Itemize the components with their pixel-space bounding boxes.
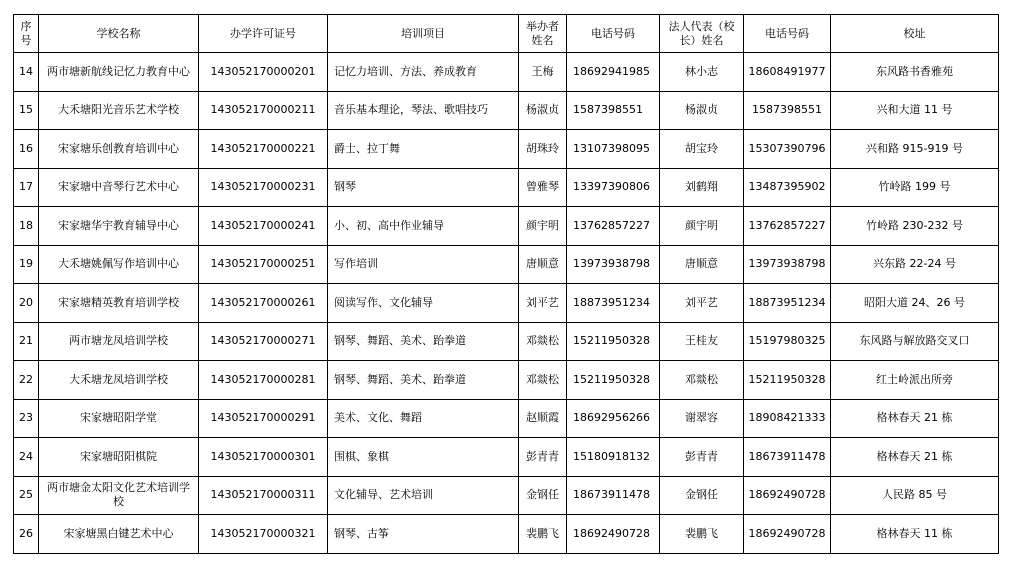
table-body — [14, 53, 999, 554]
table-row — [14, 245, 999, 284]
cell-license-number: 143052170000211 — [199, 91, 328, 130]
cell-legal-rep-phone: 18692490728 — [744, 476, 831, 515]
cell-index: 17 — [14, 168, 39, 207]
cell-organizer-name: 唐顺意 — [519, 245, 567, 284]
cell-legal-rep-phone: 18692490728 — [744, 515, 831, 554]
table-row — [14, 515, 999, 554]
cell-address: 格林春天 11 栋 — [831, 515, 999, 554]
cell-license-number: 143052170000251 — [199, 245, 328, 284]
cell-address: 兴东路 22-24 号 — [831, 245, 999, 284]
school-registry-table — [13, 14, 999, 554]
cell-legal-rep-name: 金钢任 — [660, 476, 744, 515]
cell-index: 22 — [14, 361, 39, 400]
cell-training-programs: 钢琴、古筝 — [328, 515, 519, 554]
cell-training-programs: 钢琴、舞蹈、美术、跆拳道 — [328, 361, 519, 400]
cell-organizer-name: 邓燚松 — [519, 322, 567, 361]
cell-legal-rep-name: 刘平艺 — [660, 284, 744, 323]
cell-school-name: 宋家塘乐创教育培训中心 — [39, 130, 199, 169]
cell-index: 26 — [14, 515, 39, 554]
header-row — [14, 15, 999, 53]
cell-address: 红土岭派出所旁 — [831, 361, 999, 400]
cell-training-programs: 记忆力培训、方法、养成教育 — [328, 53, 519, 92]
cell-legal-rep-phone: 15307390796 — [744, 130, 831, 169]
cell-organizer-phone: 18873951234 — [567, 284, 660, 323]
cell-address: 竹岭路 230-232 号 — [831, 207, 999, 246]
cell-training-programs: 文化辅导、艺术培训 — [328, 476, 519, 515]
cell-organizer-phone: 18692956266 — [567, 399, 660, 438]
cell-training-programs: 钢琴、舞蹈、美术、跆拳道 — [328, 322, 519, 361]
cell-index: 18 — [14, 207, 39, 246]
cell-organizer-name: 刘平艺 — [519, 284, 567, 323]
cell-address: 兴和大道 11 号 — [831, 91, 999, 130]
cell-address: 格林春天 21 栋 — [831, 438, 999, 477]
cell-legal-rep-phone: 15197980325 — [744, 322, 831, 361]
cell-legal-rep-name: 彭青青 — [660, 438, 744, 477]
cell-index: 20 — [14, 284, 39, 323]
cell-training-programs: 围棋、象棋 — [328, 438, 519, 477]
table-row — [14, 361, 999, 400]
cell-organizer-phone: 13762857227 — [567, 207, 660, 246]
table-row — [14, 399, 999, 438]
cell-address: 人民路 85 号 — [831, 476, 999, 515]
cell-address: 东风路与解放路交叉口 — [831, 322, 999, 361]
cell-legal-rep-name: 王桂友 — [660, 322, 744, 361]
cell-training-programs: 钢琴 — [328, 168, 519, 207]
cell-legal-rep-name: 唐顺意 — [660, 245, 744, 284]
cell-license-number: 143052170000231 — [199, 168, 328, 207]
cell-school-name: 大禾塘龙凤培训学校 — [39, 361, 199, 400]
cell-legal-rep-phone: 13762857227 — [744, 207, 831, 246]
cell-license-number: 143052170000311 — [199, 476, 328, 515]
cell-organizer-name: 邓燚松 — [519, 361, 567, 400]
cell-training-programs: 美术、文化、舞蹈 — [328, 399, 519, 438]
cell-legal-rep-phone: 18673911478 — [744, 438, 831, 477]
cell-index: 15 — [14, 91, 39, 130]
header-license-number: 办学许可证号 — [199, 15, 328, 53]
cell-organizer-phone: 18692941985 — [567, 53, 660, 92]
cell-training-programs: 爵士、拉丁舞 — [328, 130, 519, 169]
table-row — [14, 168, 999, 207]
table-row — [14, 322, 999, 361]
cell-school-name: 两市塘新航线记忆力教育中心 — [39, 53, 199, 92]
header-legal-rep-name: 法人代表（校长）姓名 — [660, 15, 744, 53]
table-row — [14, 207, 999, 246]
cell-legal-rep-name: 刘鹤翔 — [660, 168, 744, 207]
cell-legal-rep-name: 谢翠容 — [660, 399, 744, 438]
cell-address: 兴和路 915-919 号 — [831, 130, 999, 169]
table-row — [14, 53, 999, 92]
cell-school-name: 两市塘金太阳文化艺术培训学校 — [39, 476, 199, 515]
cell-organizer-phone: 18673911478 — [567, 476, 660, 515]
cell-legal-rep-phone: 18608491977 — [744, 53, 831, 92]
cell-license-number: 143052170000291 — [199, 399, 328, 438]
cell-training-programs: 音乐基本理论，琴法、歌唱技巧 — [328, 91, 519, 130]
cell-school-name: 宋家塘昭阳棋院 — [39, 438, 199, 477]
cell-organizer-name: 曾雅琴 — [519, 168, 567, 207]
cell-license-number: 143052170000261 — [199, 284, 328, 323]
cell-legal-rep-name: 邓燚松 — [660, 361, 744, 400]
cell-index: 14 — [14, 53, 39, 92]
cell-legal-rep-phone: 18908421333 — [744, 399, 831, 438]
cell-organizer-phone: 1587398551 — [567, 91, 660, 130]
cell-license-number: 143052170000241 — [199, 207, 328, 246]
cell-license-number: 143052170000201 — [199, 53, 328, 92]
cell-license-number: 143052170000281 — [199, 361, 328, 400]
cell-address: 竹岭路 199 号 — [831, 168, 999, 207]
cell-address: 昭阳大道 24、26 号 — [831, 284, 999, 323]
header-school-name: 学校名称 — [39, 15, 199, 53]
school-registry-table-wrapper — [13, 14, 999, 554]
cell-organizer-phone: 15180918132 — [567, 438, 660, 477]
cell-legal-rep-name: 杨淑贞 — [660, 91, 744, 130]
table-row — [14, 284, 999, 323]
cell-organizer-name: 金钢任 — [519, 476, 567, 515]
cell-legal-rep-phone: 13487395902 — [744, 168, 831, 207]
cell-organizer-phone: 13973938798 — [567, 245, 660, 284]
cell-license-number: 143052170000321 — [199, 515, 328, 554]
header-address: 校址 — [831, 15, 999, 53]
cell-legal-rep-phone: 18873951234 — [744, 284, 831, 323]
cell-school-name: 宋家塘中音琴行艺术中心 — [39, 168, 199, 207]
cell-index: 24 — [14, 438, 39, 477]
table-row — [14, 130, 999, 169]
cell-index: 21 — [14, 322, 39, 361]
table-row — [14, 476, 999, 515]
header-training-programs: 培训项目 — [328, 15, 519, 53]
cell-index: 25 — [14, 476, 39, 515]
cell-organizer-phone: 13107398095 — [567, 130, 660, 169]
cell-address: 东风路书香雅苑 — [831, 53, 999, 92]
cell-license-number: 143052170000301 — [199, 438, 328, 477]
cell-training-programs: 小、初、高中作业辅导 — [328, 207, 519, 246]
cell-school-name: 大禾塘阳光音乐艺术学校 — [39, 91, 199, 130]
cell-organizer-phone: 15211950328 — [567, 322, 660, 361]
cell-school-name: 宋家塘黑白键艺术中心 — [39, 515, 199, 554]
cell-organizer-name: 彭青青 — [519, 438, 567, 477]
cell-school-name: 宋家塘华宇教育辅导中心 — [39, 207, 199, 246]
cell-school-name: 两市塘龙凤培训学校 — [39, 322, 199, 361]
cell-address: 格林春天 21 栋 — [831, 399, 999, 438]
cell-school-name: 大禾塘姚佩写作培训中心 — [39, 245, 199, 284]
cell-school-name: 宋家塘昭阳学堂 — [39, 399, 199, 438]
cell-legal-rep-name: 颜宇明 — [660, 207, 744, 246]
cell-legal-rep-name: 裴鹏飞 — [660, 515, 744, 554]
cell-organizer-name: 颜宇明 — [519, 207, 567, 246]
cell-index: 19 — [14, 245, 39, 284]
cell-index: 23 — [14, 399, 39, 438]
cell-legal-rep-phone: 15211950328 — [744, 361, 831, 400]
cell-organizer-phone: 18692490728 — [567, 515, 660, 554]
cell-organizer-name: 胡珠玲 — [519, 130, 567, 169]
cell-legal-rep-name: 胡宝玲 — [660, 130, 744, 169]
cell-index: 16 — [14, 130, 39, 169]
table-row — [14, 438, 999, 477]
cell-training-programs: 写作培训 — [328, 245, 519, 284]
header-legal-rep-phone: 电话号码 — [744, 15, 831, 53]
cell-school-name: 宋家塘精英教育培训学校 — [39, 284, 199, 323]
cell-legal-rep-phone: 13973938798 — [744, 245, 831, 284]
cell-organizer-name: 裴鹏飞 — [519, 515, 567, 554]
cell-organizer-name: 杨淑贞 — [519, 91, 567, 130]
cell-training-programs: 阅读写作、文化辅导 — [328, 284, 519, 323]
cell-legal-rep-phone: 1587398551 — [744, 91, 831, 130]
header-index: 序号 — [14, 15, 39, 53]
header-organizer-name: 举办者姓名 — [519, 15, 567, 53]
table-row — [14, 91, 999, 130]
cell-license-number: 143052170000271 — [199, 322, 328, 361]
cell-organizer-name: 赵顺霞 — [519, 399, 567, 438]
cell-organizer-phone: 15211950328 — [567, 361, 660, 400]
cell-organizer-phone: 13397390806 — [567, 168, 660, 207]
cell-legal-rep-name: 林小志 — [660, 53, 744, 92]
cell-organizer-name: 王梅 — [519, 53, 567, 92]
header-organizer-phone: 电话号码 — [567, 15, 660, 53]
cell-license-number: 143052170000221 — [199, 130, 328, 169]
